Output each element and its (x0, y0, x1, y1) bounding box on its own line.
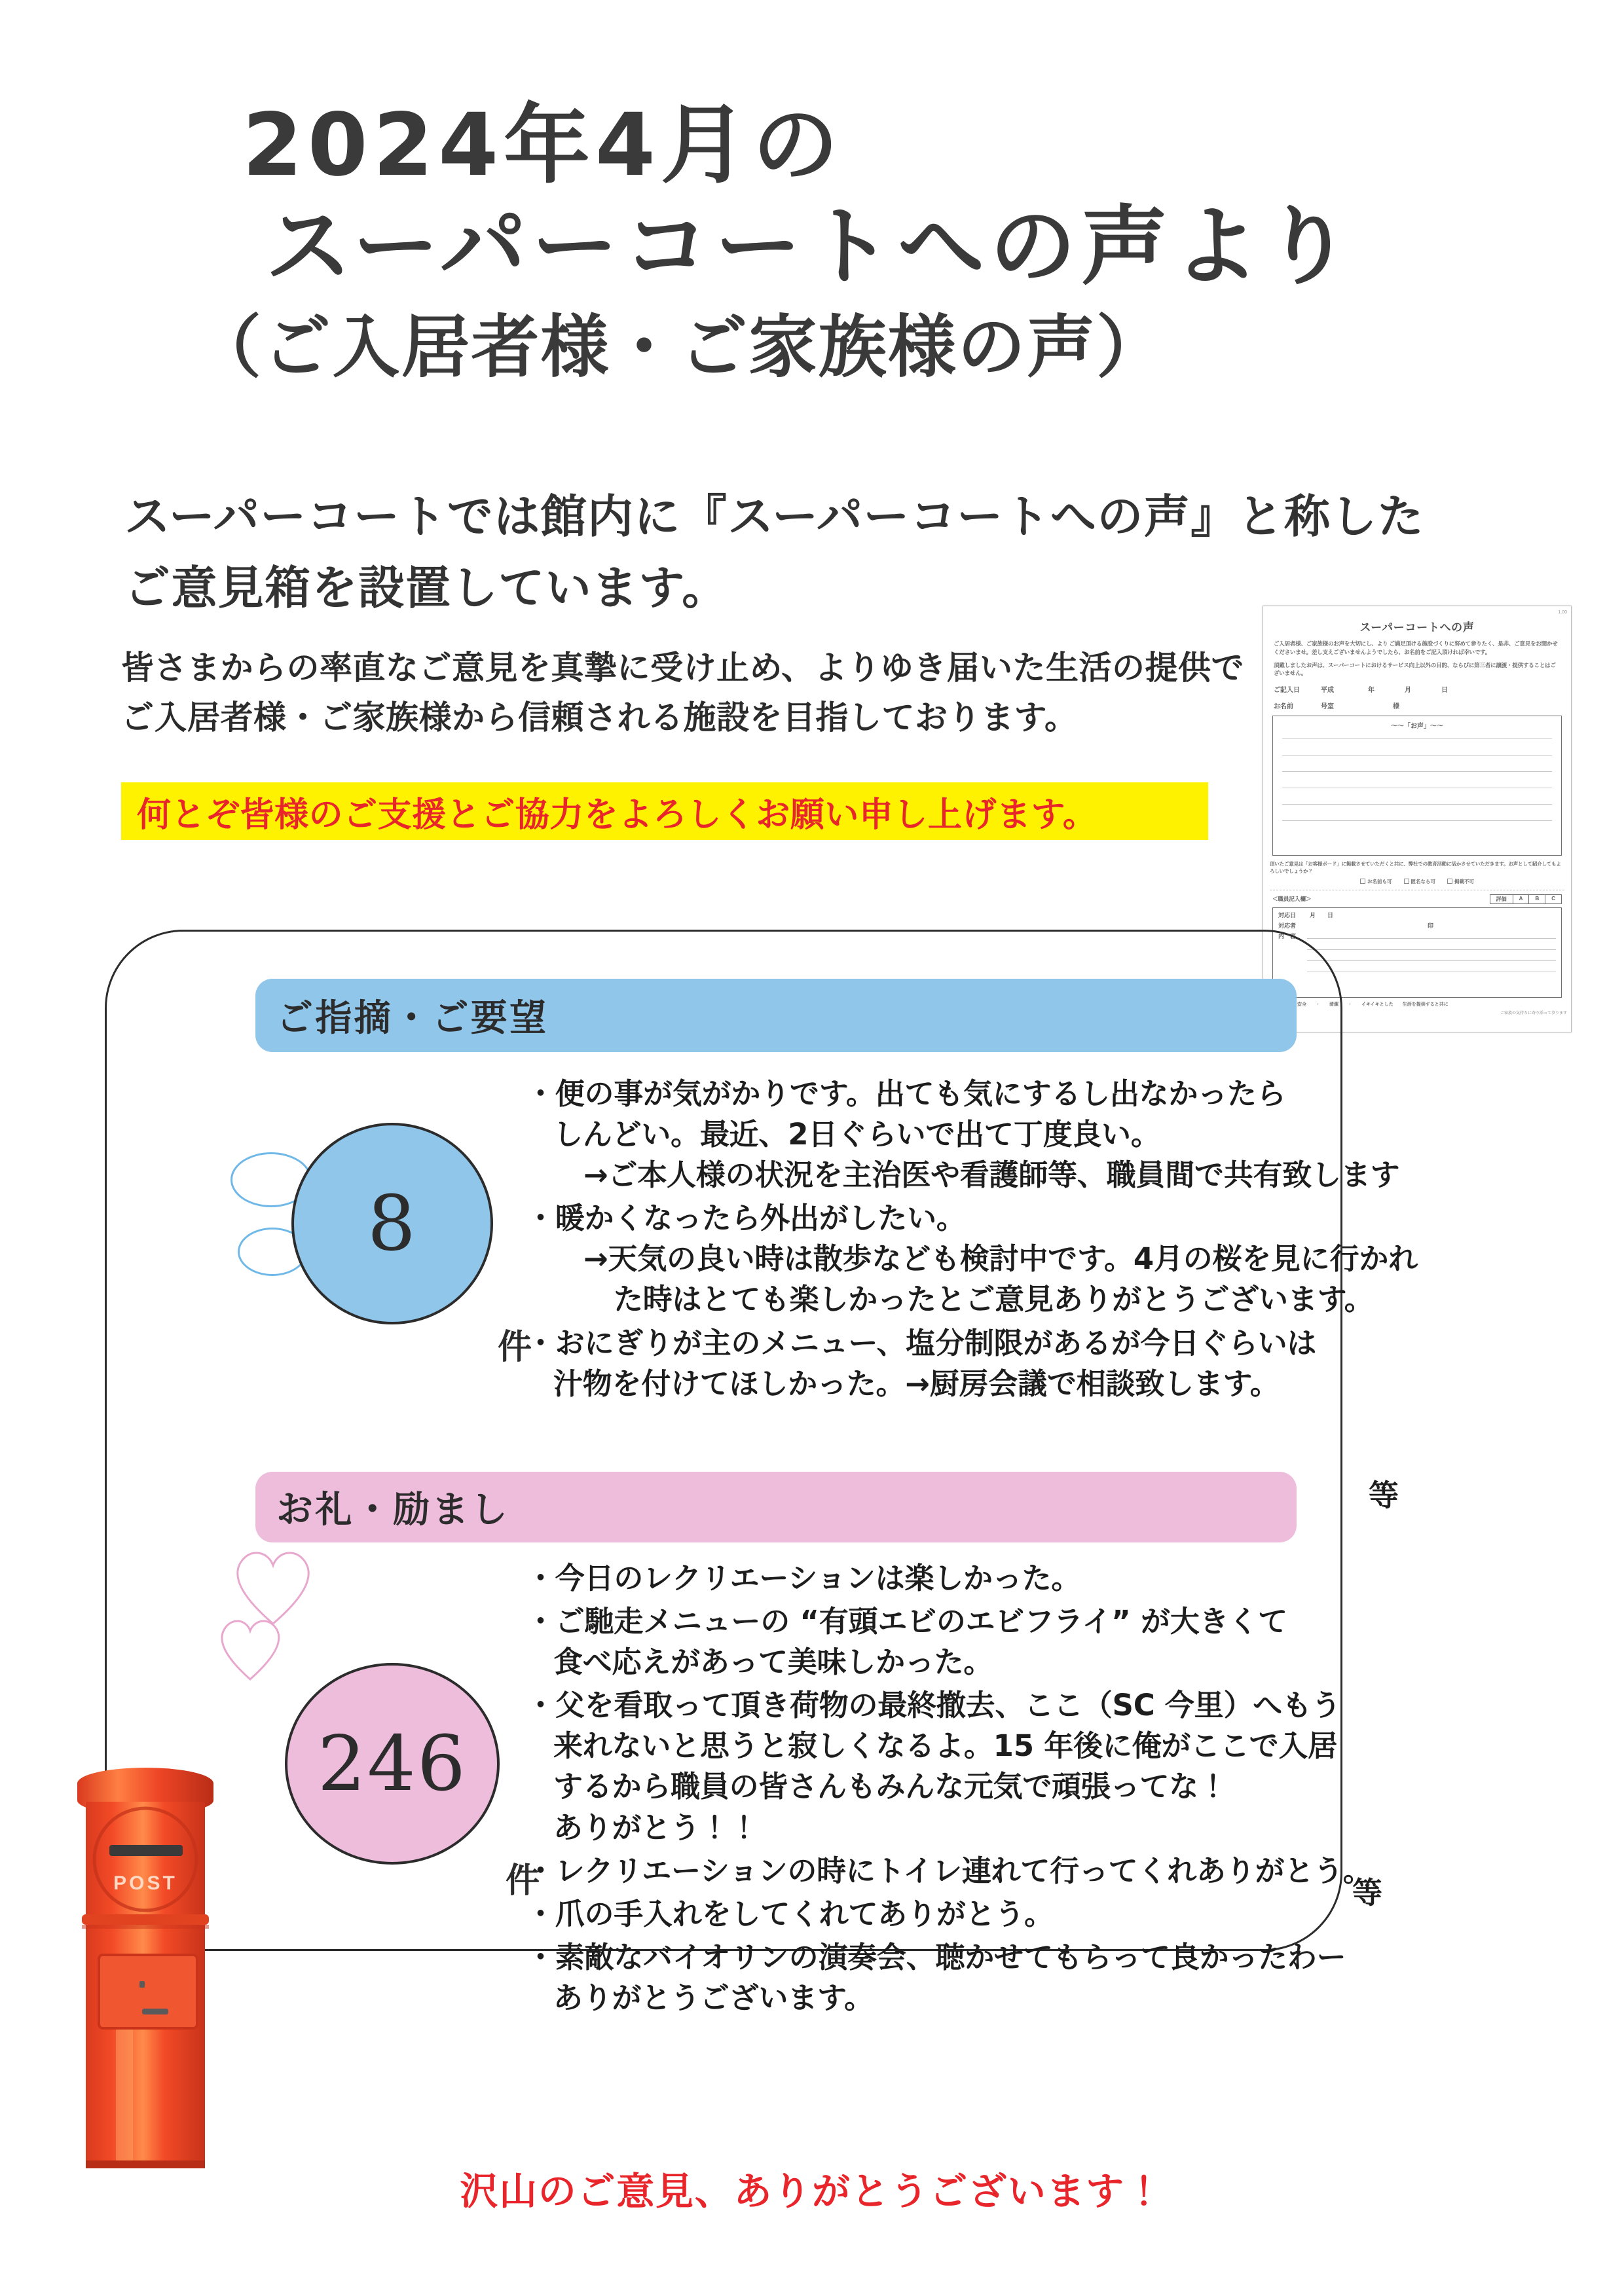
form-staff-label: ＜職員記入欄＞ (1272, 896, 1312, 902)
section-banner-complaints (255, 979, 1297, 1052)
list-item-text: ・ 父を看取って頂き荷物の最終撤去、ここ（SC 今里）へもう (553, 1685, 1352, 1726)
form-label-era: 平成 (1321, 687, 1334, 694)
postbox-illustration (62, 1761, 229, 2180)
list-item (553, 1601, 1352, 1683)
form-staff-row-date (1278, 911, 1556, 919)
form-title: スーパーコートへの声 (1359, 621, 1475, 634)
list-item-response: た時はとても楽しかったとご意見ありがとうございます。 (614, 1282, 1374, 1317)
list-item-text: ・ 便の事が気がかりです。出ても気にするし出なかったら (553, 1074, 1352, 1114)
list-item (553, 1937, 1352, 2018)
form-voice-lines (1282, 738, 1552, 837)
form-grade-b: B (1529, 895, 1545, 903)
form-checkbox-named: お名前も可 (1360, 878, 1392, 885)
etc-label-praise: 等 (1352, 1875, 1382, 1910)
list-item-text: ・ 今日のレクリエーションは楽しかった。 (553, 1558, 1352, 1599)
form-staff-label-person: 対応者 (1278, 922, 1297, 929)
form-consent-checkboxes (1263, 878, 1571, 885)
list-item-text: ・ おにぎりが主のメニュー、塩分制限があるが今日ぐらいは (553, 1323, 1352, 1364)
form-footer-slogan-2: ご家族の気持ちに寄り添って参ります (1500, 1011, 1567, 1015)
list-item-text: ・ 爪の手入れをしてくれてありがとう。 (553, 1894, 1352, 1935)
title-line-1: 2024年4月の (242, 95, 844, 196)
form-label-honorific: 様 (1393, 703, 1399, 710)
list-item-text: ・ 素敵なバイオリンの演奏会、聴かせてもらって良かったわー (553, 1937, 1352, 1978)
count-unit-complaints: 件 (498, 1328, 532, 1367)
list-item-text: しんどい。最近、2日ぐらいで出て丁度良い。 (553, 1117, 1160, 1152)
form-staff-row-person (1278, 921, 1556, 930)
form-footer-word-5: イキイキとした (1361, 1002, 1393, 1007)
form-voice-caption: 〜〜「お声」〜〜 (1391, 723, 1443, 730)
form-label-name: お名前 (1274, 703, 1293, 710)
form-footer-word-1: 安全 (1297, 1002, 1306, 1007)
list-item-response: →ご本人様の状況を主治医や看護師等、職員間で共有致します (583, 1157, 1400, 1193)
form-staff-header (1272, 894, 1562, 904)
count-unit-praise: 件 (506, 1861, 540, 1901)
title-line-2: スーパーコートへの声より (265, 196, 1356, 298)
form-version: 1.00 (1558, 610, 1567, 615)
page-title (0, 95, 1624, 393)
list-item-text: 汁物を付けてほしかった。→厨房会議で相談致します。 (553, 1366, 1280, 1401)
list-item (553, 1685, 1352, 1848)
list-item-text: ありがとう！！ (553, 1810, 759, 1845)
intro-small-line-2: ご入居者様・ご家族様から信頼される施設を目指しております。 (121, 699, 1078, 737)
form-grade-c: C (1551, 895, 1555, 902)
form-staff-value-date: 月 日 (1310, 911, 1334, 919)
form-footer-word-3: 清潔 (1329, 1002, 1338, 1007)
form-label-month: 月 (1405, 687, 1411, 694)
heart-icon (216, 1617, 285, 1683)
list-item-response: →天気の良い時は散歩なども検討中です。4月の桜を見に行かれ (583, 1241, 1418, 1277)
form-label-room: 号室 (1321, 703, 1334, 710)
list-item-text: ありがとうございます。 (553, 1980, 874, 2015)
form-grade-label: 評価 (1490, 895, 1513, 903)
form-footer-word-6: 生活を提供すると共に (1402, 1002, 1449, 1007)
footer-thanks: 沢山のご意見、ありがとうございます！ (460, 2169, 1164, 2214)
count-value-praise: 246 (317, 1719, 468, 1808)
form-date-row (1274, 684, 1560, 694)
section-label-praise: お礼・励まし (276, 1489, 510, 1531)
item-list-praise (553, 1558, 1373, 2021)
list-item (553, 1074, 1400, 1195)
intro-big-line-2: ご意見箱を設置しています。 (124, 560, 729, 615)
title-subtitle: （ご入居者様・ご家族様の声） (193, 307, 1166, 388)
form-grade-table (1490, 894, 1562, 904)
form-paragraph-1: ご入居者様、ご家族様のお声を大切にし、より ご満足頂ける施設づくりに努めて参りたく、是非、ご意見をお聞かせくださいませ。差し支えございませんようでしたら、お名前をご記入頂ければ幸いです。 (1274, 640, 1558, 655)
list-item (553, 1558, 1352, 1599)
list-item-text: ・ レクリエーションの時にトイレ連れて行ってくれありがとう。 (553, 1851, 1352, 1891)
item-list-complaints (553, 1074, 1418, 1407)
list-item-text: 食べ応えがあって美味しかった。 (553, 1645, 993, 1680)
highlight-banner (121, 782, 1208, 840)
intro-small-line-1: 皆さまからの率直なご意見を真摯に受け止め、よりゆき届いた生活の提供で (121, 649, 1244, 687)
form-consent-note: 頂いたご意見は「お客様ボード」に掲載させていただくと共に、弊社での教育活動に活かさせていただきます。お声として紹介してもよろしいでしょうか？ (1270, 861, 1561, 875)
form-label-date: ご記入日 (1274, 687, 1300, 694)
form-grade-a: A (1513, 895, 1530, 903)
form-checkbox-anonymous: 匿名なら可 (1404, 878, 1436, 885)
list-item-text: ・ 暖かくなったら外出がしたい。 (553, 1198, 1352, 1239)
form-staff-label-date: 対応日 (1278, 911, 1297, 919)
list-item (553, 1851, 1373, 1891)
form-name-row (1274, 701, 1560, 710)
form-label-year: 年 (1368, 687, 1375, 694)
form-staff-lines (1307, 938, 1556, 983)
highlight-text: 何とぞ皆様のご支援とご協力をよろしくお願い申し上げます。 (137, 795, 1098, 835)
heart-icon (231, 1548, 316, 1627)
form-paragraph-2: 頂戴しましたお声は、スーパーコートにおけるサービス向上以外の目的、ならびに第三者に譲渡・提供することはございません。 (1274, 661, 1556, 677)
list-item (553, 1894, 1352, 1935)
list-item-text: するから職員の皆さんもみんな元気で頑張ってな！ (553, 1769, 1228, 1804)
form-label-day: 日 (1441, 687, 1448, 694)
postbox-label: POST (113, 1872, 177, 1894)
form-voice-box (1272, 716, 1562, 856)
intro-big-line-1: スーパーコートでは館内に『スーパーコートへの声』と称した (124, 490, 1425, 543)
form-footer-word-2: ・ (1316, 1002, 1320, 1007)
list-item-text: 来れないと思うと寂しくなるよ。15 年後に俺がここで入居 (553, 1728, 1337, 1764)
count-badge-praise (285, 1663, 500, 1865)
section-label-complaints: ご指摘・ご要望 (276, 997, 549, 1040)
list-item (553, 1323, 1352, 1404)
list-item (553, 1198, 1418, 1320)
form-checkbox-nopublish: 掲載不可 (1447, 878, 1474, 885)
form-footer-word-4: ・ (1348, 1002, 1352, 1007)
list-item-text: ・ ご馳走メニューの “有頭エビのエビフライ” が大きくて (553, 1601, 1352, 1642)
count-value-complaints: 8 (367, 1179, 418, 1268)
form-staff-label-content: 内 容 (1278, 932, 1297, 939)
section-banner-praise (255, 1472, 1297, 1542)
etc-label-complaints: 等 (1369, 1478, 1399, 1513)
count-badge-complaints (291, 1123, 493, 1324)
form-staff-seal: 印 (1428, 922, 1434, 929)
